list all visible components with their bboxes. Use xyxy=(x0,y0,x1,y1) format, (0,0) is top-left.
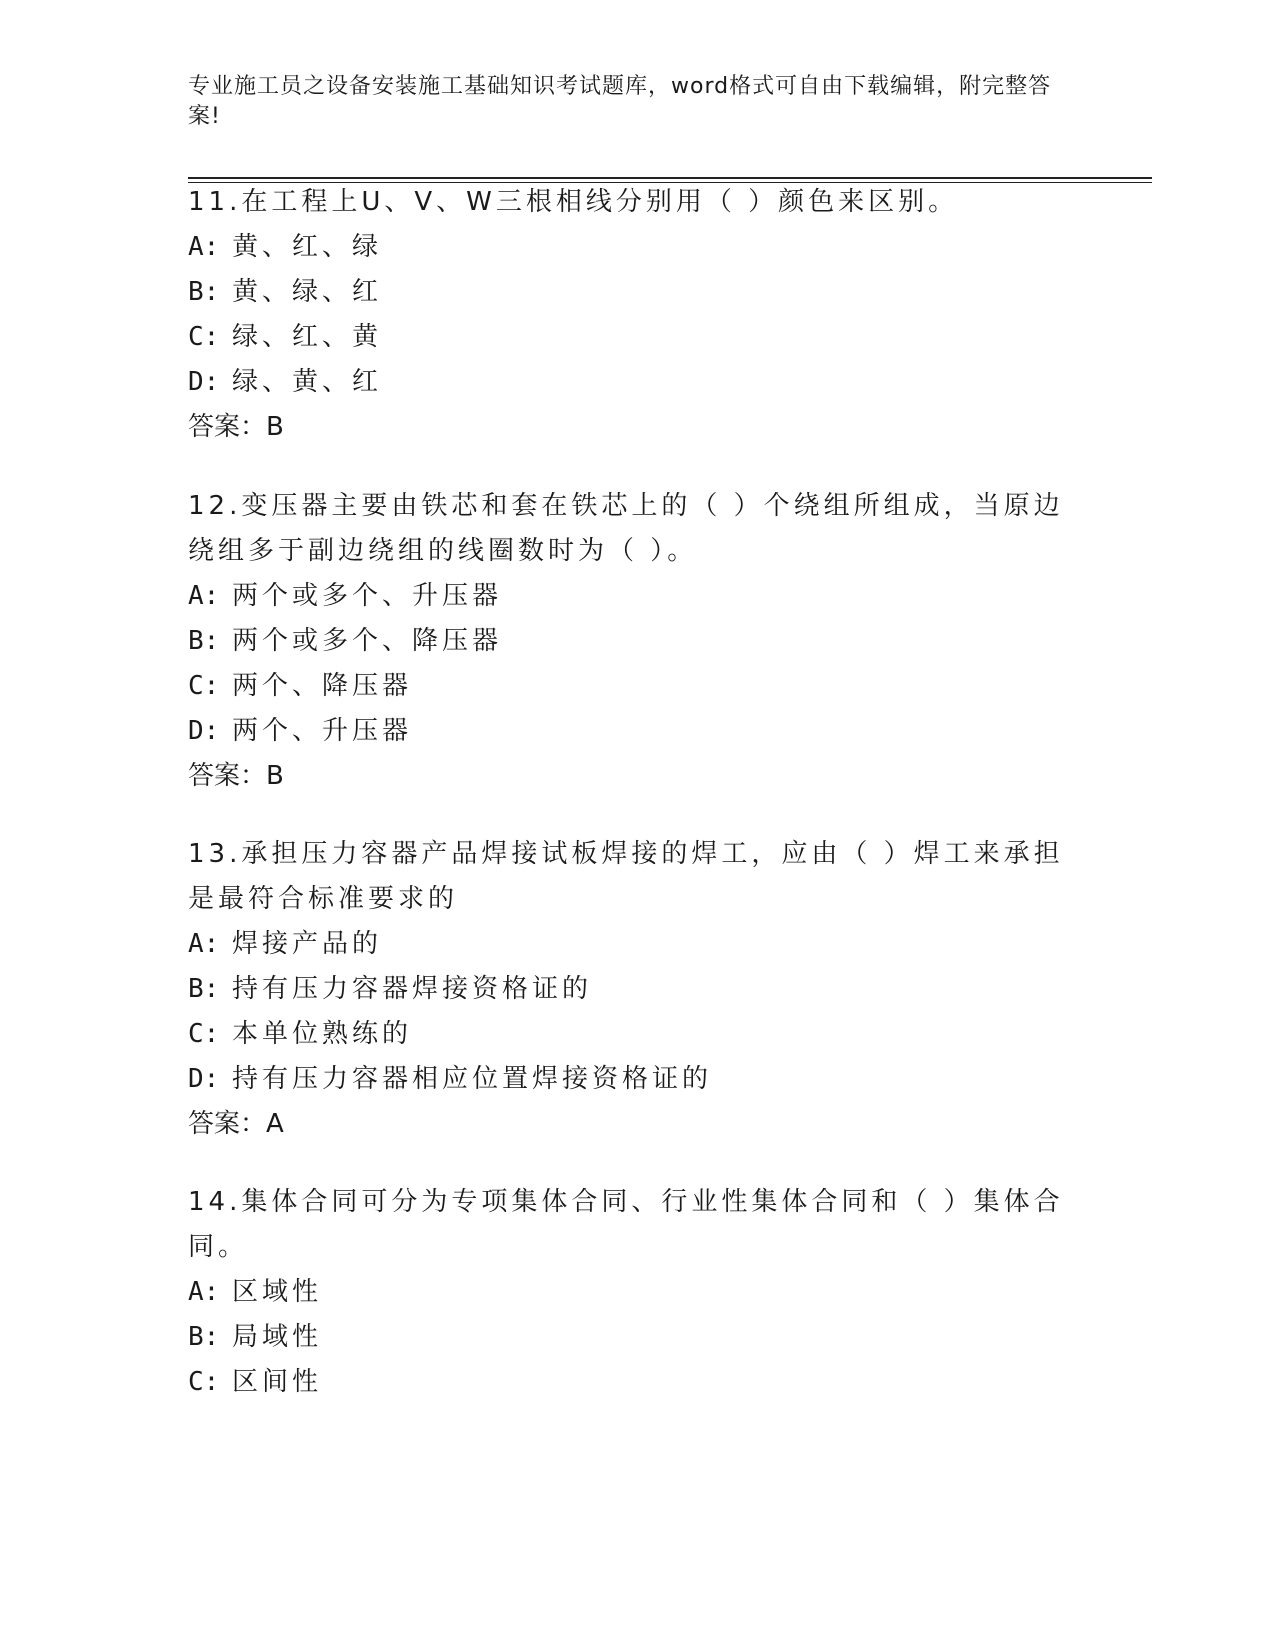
option-b xyxy=(188,1315,1068,1360)
option-text: 黄、绿、红 xyxy=(232,277,383,307)
question-stem: 13.承担压力容器产品焊接试板焊接的焊工，应由（ ）焊工来承担是最符合标准要求的 xyxy=(188,839,1064,914)
option-text: 绿、黄、红 xyxy=(232,367,383,397)
question-14 xyxy=(188,1180,1068,1405)
question-12 xyxy=(188,484,1068,799)
option-letter: B: xyxy=(188,277,220,307)
option-d xyxy=(188,709,1068,754)
answer-label: 答案： xyxy=(188,761,267,791)
option-c xyxy=(188,315,1068,360)
option-letter: A: xyxy=(188,1277,220,1307)
option-b xyxy=(188,270,1068,315)
option-letter: A: xyxy=(188,929,220,959)
option-text: 两个或多个、升压器 xyxy=(232,581,503,611)
question-stem: 14.集体合同可分为专项集体合同、行业性集体合同和（ ）集体合同。 xyxy=(188,1187,1064,1262)
option-letter: C: xyxy=(188,322,220,352)
option-text: 本单位熟练的 xyxy=(232,1019,413,1049)
question-13 xyxy=(188,832,1068,1147)
option-a xyxy=(188,922,1068,967)
option-letter: D: xyxy=(188,716,220,746)
option-text: 持有压力容器焊接资格证的 xyxy=(232,974,593,1004)
option-text: 两个、升压器 xyxy=(232,716,413,746)
option-letter: A: xyxy=(188,581,220,611)
question-stem: 12.变压器主要由铁芯和套在铁芯上的（ ）个绕组所组成，当原边绕组多于副边绕组的线圈数时为（ ）。 xyxy=(188,491,1064,566)
option-letter: B: xyxy=(188,974,220,1004)
option-letter: D: xyxy=(188,1064,220,1094)
option-text: 局域性 xyxy=(232,1322,323,1352)
option-letter: D: xyxy=(188,367,220,397)
option-text: 持有压力容器相应位置焊接资格证的 xyxy=(232,1064,713,1094)
answer-label: 答案： xyxy=(188,1109,267,1139)
question-11 xyxy=(188,180,1068,450)
option-a xyxy=(188,225,1068,270)
option-letter: A: xyxy=(188,232,220,262)
option-letter: B: xyxy=(188,626,220,656)
option-letter: C: xyxy=(188,1019,220,1049)
answer-value: A xyxy=(266,1109,284,1139)
option-text: 绿、红、黄 xyxy=(232,322,383,352)
option-text: 区域性 xyxy=(232,1277,323,1307)
option-text: 区间性 xyxy=(232,1367,323,1397)
option-d xyxy=(188,1057,1068,1102)
option-b xyxy=(188,967,1068,1012)
option-text: 两个或多个、降压器 xyxy=(232,626,503,656)
option-a xyxy=(188,574,1068,619)
header-divider-thick xyxy=(188,177,1152,179)
answer-value: B xyxy=(266,412,284,442)
answer-label: 答案： xyxy=(188,412,267,442)
option-text: 焊接产品的 xyxy=(232,929,383,959)
option-c xyxy=(188,1012,1068,1057)
option-c xyxy=(188,1360,1068,1405)
option-text: 两个、降压器 xyxy=(232,671,413,701)
answer-line xyxy=(188,754,1068,799)
document-header: 专业施工员之设备安装施工基础知识考试题库，word格式可自由下载编辑，附完整答案! xyxy=(188,74,1052,129)
question-stem: 11.在工程上U、V、W三根相线分别用（ ）颜色来区别。 xyxy=(188,187,959,217)
answer-line xyxy=(188,1102,1068,1147)
option-letter: C: xyxy=(188,671,220,701)
option-letter: C: xyxy=(188,1367,220,1397)
option-a xyxy=(188,1270,1068,1315)
option-d xyxy=(188,360,1068,405)
option-letter: B: xyxy=(188,1322,220,1352)
option-b xyxy=(188,619,1068,664)
answer-value: B xyxy=(266,761,284,791)
option-text: 黄、红、绿 xyxy=(232,232,383,262)
answer-line xyxy=(188,405,1068,450)
option-c xyxy=(188,664,1068,709)
